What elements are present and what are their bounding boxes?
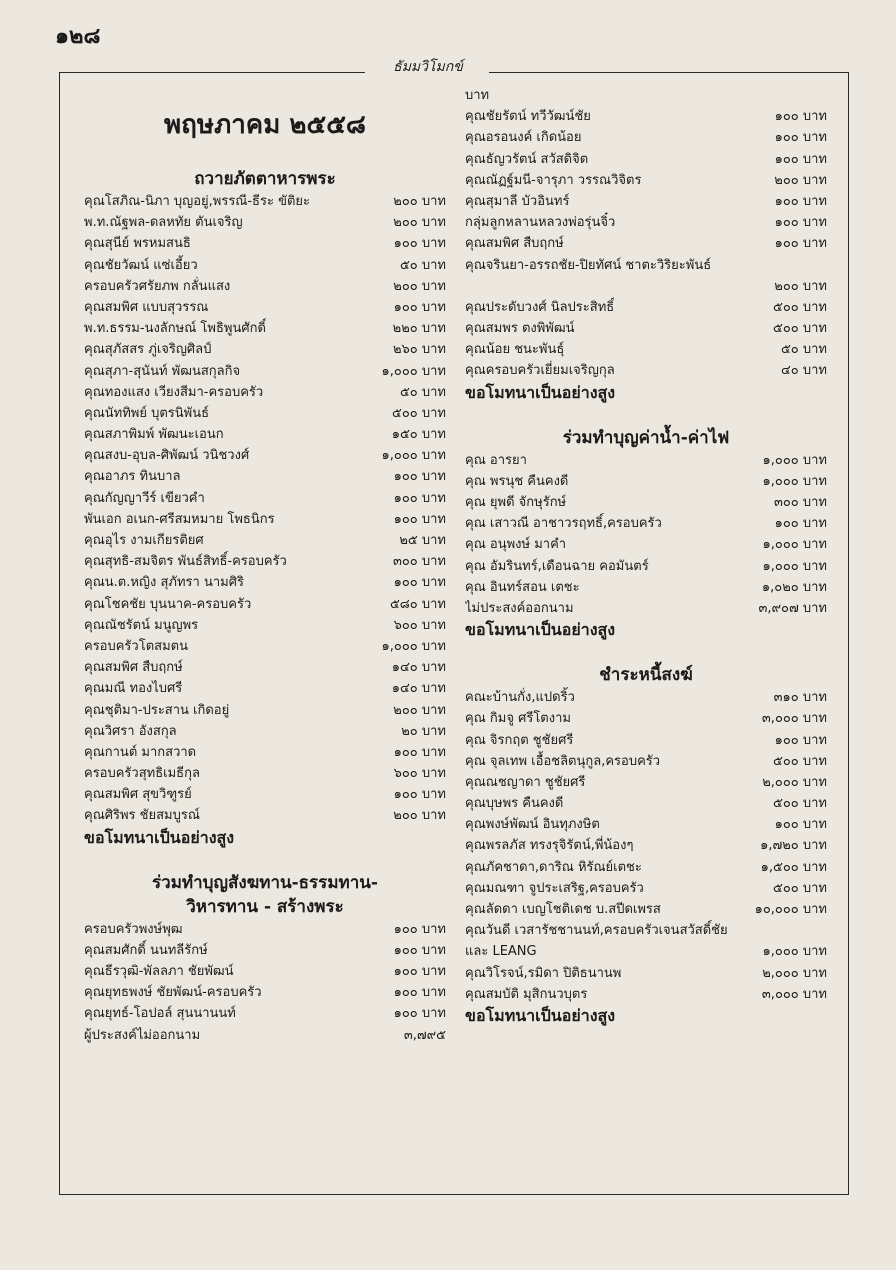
donation-amount: ๑๐๐ บาท	[774, 516, 827, 532]
list-item	[465, 318, 827, 339]
continuation-text: บาท	[465, 88, 490, 103]
donor-name: พ.ท.ณัฐพล-ดลหทัย ตันเจริญ	[84, 215, 243, 231]
list-item	[84, 424, 446, 445]
donor-name: คุณสุมาลี บัวอินทร์	[465, 193, 570, 209]
donation-amount: ๕๐๐ บาท	[773, 299, 827, 315]
donor-name: คุณกัญญาวีร์ เขียวคำ	[84, 490, 205, 506]
donation-amount: ๕๘๐ บาท	[389, 596, 446, 612]
donor-name: ผู้ประสงค์ไม่ออกนาม	[84, 1027, 201, 1043]
donation-amount: ๕๐๐ บาท	[773, 880, 827, 896]
donor-name: คุณอรอนงค์ เกิดน้อย	[465, 130, 582, 146]
donation-amount: ๑๐๐ บาท	[393, 787, 446, 803]
list-item	[465, 899, 827, 920]
donation-amount: ๓,๐๐๐ บาท	[761, 711, 827, 727]
donor-name: ครอบครัวสุทธิเมธีกุล	[84, 766, 200, 782]
donation-amount: ๑,๐๐๐ บาท	[381, 448, 446, 464]
donor-name: คุณประดับวงศ์ นิลประสิทธิ์	[465, 299, 615, 315]
donation-amount: ๑๐๐ บาท	[393, 469, 446, 485]
list-item	[465, 127, 827, 148]
section-heading-sangha-dhamma-line2: วิหารทาน - สร้างพระ	[186, 896, 344, 917]
list-item	[465, 360, 827, 381]
donation-amount: ๒๖๐ บาท	[392, 342, 446, 358]
list-item	[465, 471, 827, 492]
donation-amount: ๒,๐๐๐ บาท	[762, 774, 827, 790]
list-item	[84, 255, 446, 276]
donor-name: คุณกานต์ มากสวาด	[84, 744, 197, 760]
donor-name: คุณทองแสง เวียงสีมา-ครอบครัว	[84, 384, 264, 400]
donor-name: คุณ เสาวณี อาชาวรฤทธิ์,ครอบครัว	[465, 516, 662, 532]
donation-amount: ๑๐๐ บาท	[393, 511, 446, 527]
closing-thanks: ขอโมทนาเป็นอย่างสูง	[84, 827, 235, 847]
closing-thanks: ขอโมทนาเป็นอย่างสูง	[465, 1005, 616, 1025]
donor-name: คุณสุภัสสร ภู่เจริญศิลป์	[84, 342, 212, 358]
list-item	[465, 297, 827, 318]
spacer	[465, 641, 827, 663]
donation-list-food-offering-cont	[465, 106, 827, 254]
donor-name: คณะบ้านกั่ง,แปดริ้ว	[465, 690, 575, 706]
donation-amount: ๒๐๐ บาท	[393, 808, 446, 824]
list-item	[465, 730, 827, 751]
list-item	[84, 982, 446, 1003]
donation-amount: ๕๐๐ บาท	[392, 405, 446, 421]
donor-name: คุณลัดดา เบญโชติเดช บ.สปีดเพรส	[465, 902, 661, 917]
donation-amount: ๑๐๐ บาท	[774, 215, 827, 231]
list-item	[465, 170, 827, 191]
page-number: ๑๒๘	[55, 24, 101, 49]
donation-list-food-offering-cont2	[465, 297, 827, 382]
donation-amount: ๓,๙๐๗ บาท	[758, 600, 827, 616]
donation-amount: ๕๐ บาท	[399, 384, 446, 400]
donor-name: ไม่ประสงค์ออกนาม	[465, 600, 574, 616]
list-item	[84, 784, 446, 805]
donation-amount: ๖๐๐ บาท	[393, 766, 446, 782]
list-item	[84, 191, 446, 212]
donor-name: คุณวิโรจน์,รมิดา ปิติธนานพ	[465, 965, 622, 981]
spacer	[465, 404, 827, 426]
spacer	[84, 145, 446, 167]
list-item	[84, 742, 446, 763]
donor-name: คุณมณี ทองไบศรี	[84, 681, 183, 697]
month-heading: พฤษภาคม ๒๕๕๘	[164, 110, 366, 140]
donor-name: คุณชัยวัฒน์ แซ่เอี้ยว	[84, 257, 198, 273]
donor-name: ครอบครัวศรัยภพ กลั่นแสง	[84, 278, 231, 294]
donor-name: คุณโชคชัย บุนนาค-ครอบครัว	[84, 596, 252, 612]
donor-name: คุณ อนุพงษ์ มาคำ	[465, 537, 567, 553]
donor-name: คุณสมพิศ แบบสุวรรณ	[84, 299, 209, 315]
donor-name: คุณภัคชาดา,ดาริณ หิรัณย์เตชะ	[465, 859, 642, 875]
donation-amount: ๒,๐๐๐ บาท	[762, 965, 827, 981]
list-item	[465, 984, 827, 1005]
donation-amount: ๑๐๐ บาท	[774, 193, 827, 209]
donor-name: คุณน.ต.หญิง สุภัทรา นามศิริ	[84, 575, 244, 591]
list-item	[465, 963, 827, 984]
section-heading-sangha-debt: ชำระหนี้สงฆ์	[599, 665, 693, 686]
list-item	[465, 751, 827, 772]
list-item	[84, 1003, 446, 1024]
donor-name: พันเอก อเนก-ศรีสมหมาย โพธนิกร	[84, 511, 275, 527]
list-item	[84, 700, 446, 721]
donor-name: คุณสมพิศ สืบฤกษ์	[84, 660, 183, 676]
donation-amount: ๑๔๐ บาท	[391, 681, 446, 697]
donation-list-sangha-dhamma	[84, 919, 446, 1046]
donation-amount: ๑๐,๐๐๐ บาท	[754, 902, 827, 917]
list-item	[84, 1025, 446, 1046]
donation-list-sangha-debt-cont	[465, 963, 827, 1005]
donation-amount: ๒๐๐ บาท	[393, 215, 446, 231]
donor-name: คุณโสภิณ-นิภา บุญอยู่,พรรณี-ธีระ ขัติยะ	[84, 194, 311, 209]
right-column	[465, 85, 827, 1027]
list-item	[84, 636, 446, 657]
list-item	[465, 772, 827, 793]
donor-name: คุณสมพิศ สุขวิฑูรย์	[84, 787, 192, 803]
list-item	[465, 106, 827, 127]
journal-title: ธัมมวิโมกข์	[393, 59, 463, 75]
list-item	[465, 687, 827, 708]
list-item	[465, 149, 827, 170]
list-item	[84, 445, 446, 466]
donor-name: คุณน้อย ชนะพันธุ์	[465, 342, 565, 358]
list-item	[84, 919, 446, 940]
list-item	[84, 763, 446, 784]
list-item	[84, 721, 446, 742]
donation-amount: ๖๐๐ บาท	[393, 617, 446, 633]
list-item	[465, 492, 827, 513]
donation-amount: ๕๐๐ บาท	[773, 321, 827, 337]
donation-amount: ๒๐๐ บาท	[774, 278, 827, 294]
list-item	[465, 793, 827, 814]
list-item	[84, 297, 446, 318]
donation-list-water-electricity	[465, 450, 827, 620]
donation-amount: ๕๐๐ บาท	[773, 753, 827, 769]
list-item	[465, 556, 827, 577]
list-item	[465, 577, 827, 598]
donor-name: คุณชัยรัตน์ ทวีวัฒน์ชัย	[465, 109, 591, 125]
donation-amount: ๔๐ บาท	[780, 363, 827, 379]
list-item	[84, 961, 446, 982]
donation-list-sangha-debt	[465, 687, 827, 920]
list-item	[84, 361, 446, 382]
donation-amount: ๑,๐๐๐ บาท	[381, 363, 446, 379]
list-item	[84, 530, 446, 551]
donor-name: คุณ กิมจู ศรีโตงาม	[465, 711, 571, 727]
donor-name: คุณสุนีย์ พรหมสนธิ	[84, 236, 191, 252]
donation-amount: ๑๐๐ บาท	[393, 744, 446, 760]
list-item	[84, 678, 446, 699]
donation-amount: ๓๐๐ บาท	[773, 495, 827, 510]
list-item	[84, 382, 446, 403]
donation-amount: ๑๐๐ บาท	[774, 817, 827, 833]
list-item	[465, 878, 827, 899]
donor-name: คุณนัททิพย์ บุตรนิพันธ์	[84, 405, 210, 421]
donation-amount: ๑๐๐ บาท	[393, 236, 446, 252]
donation-amount: ๑๐๐ บาท	[774, 109, 827, 125]
donation-amount: ๑,๐๐๐ บาท	[762, 944, 827, 960]
donation-amount: ๑๐๐ บาท	[393, 299, 446, 315]
section-heading-sangha-dhamma-line1: ร่วมทำบุญสังฆทาน-ธรรมทาน-	[152, 872, 378, 893]
donor-name: คุณ จิรกฤต ชูชัยศรี	[465, 732, 574, 748]
list-item	[84, 233, 446, 254]
list-item	[465, 857, 827, 878]
list-item	[465, 814, 827, 835]
donor-name: คุณสุภา-สุนันท์ พัฒนสกุลกิจ	[84, 363, 241, 379]
donor-name: คุณมณฑา จูประเสริฐ,ครอบครัว	[465, 880, 644, 896]
donation-amount: ๑๐๐ บาท	[393, 942, 446, 958]
list-item	[84, 403, 446, 424]
list-item	[84, 276, 446, 297]
closing-thanks: ขอโมทนาเป็นอย่างสูง	[465, 382, 616, 402]
donation-amount: ๑๔๐ บาท	[391, 660, 446, 676]
list-item	[465, 450, 827, 471]
donation-amount: ๑๐๐ บาท	[774, 732, 827, 748]
list-item	[84, 805, 446, 826]
donation-amount: ๒๐๐ บาท	[393, 194, 446, 209]
donation-amount: ๒๐๐ บาท	[393, 278, 446, 294]
donation-amount: ๑,๗๒๐ บาท	[760, 838, 827, 854]
donation-amount: ๓๐๐ บาท	[392, 554, 446, 570]
donation-amount: ๑๐๐ บาท	[774, 236, 827, 252]
donor-name: พ.ท.ธรรม-นงลักษณ์ โพธิพูนศักดิ์	[84, 321, 266, 337]
donor-name: คุณอุไร งามเกียรติยศ	[84, 533, 204, 548]
list-item	[84, 488, 446, 509]
donor-name: คุณอาภร ทินบาล	[84, 469, 181, 485]
donor-name: คุณสมพิศ สืบฤกษ์	[465, 236, 564, 252]
donation-amount: ๒๐ บาท	[401, 723, 446, 739]
donor-name: คุณสมศักดิ์ นนทลีรักษ์	[84, 942, 208, 958]
list-item	[84, 339, 446, 360]
donation-amount: ๑๐๐ บาท	[393, 1006, 446, 1022]
donor-name: คุณยุทธพงษ์ ชัยพัฒน์-ครอบครัว	[84, 985, 262, 1001]
donor-name: คุณพงษ์พัฒน์ อินทุภงษิต	[465, 817, 600, 833]
donor-name: คุณ จุลเทพ เอื้อชลิตนุกูล,ครอบครัว	[465, 753, 661, 769]
donation-amount: ๕๐๐ บาท	[773, 796, 827, 812]
donation-amount: ๑,๐๐๐ บาท	[381, 638, 446, 654]
donor-name: คุณสภาพิมพ์ พัฒนะเอนก	[84, 427, 224, 443]
list-item	[84, 466, 446, 487]
list-item	[84, 212, 446, 233]
list-item-long-name: คุณวันดี เวสารัชชานนท์,ครอบครัวเจนสวัสดิ์ชัย	[465, 923, 728, 939]
list-item	[465, 339, 827, 360]
donation-amount: ๕๐ บาท	[780, 342, 827, 358]
donor-name: คุณ อินทร์สอน เตชะ	[465, 579, 580, 595]
list-item	[465, 598, 827, 619]
left-column	[84, 85, 446, 1046]
donor-name: คุณยุทธ์-โอปอล์ สุนนานนท์	[84, 1006, 236, 1022]
list-item	[465, 191, 827, 212]
donor-name: คุณวิศรา อังสกุล	[84, 723, 177, 739]
list-item	[465, 835, 827, 856]
donor-name: คุณสงบ-อุบล-ศิพัฒน์ วนิชวงศ์	[84, 448, 250, 464]
list-item	[465, 276, 827, 297]
donor-name: คุณณัชรัตน์ มนูญพร	[84, 617, 199, 633]
donor-name: และ LEANG	[465, 944, 537, 960]
list-item	[465, 708, 827, 729]
donor-name: คุณชุติมา-ประสาน เกิดอยู่	[84, 702, 230, 718]
donation-amount: ๑๐๐ บาท	[393, 921, 446, 937]
donation-amount: ๒๐๐ บาท	[393, 702, 446, 718]
list-item	[84, 509, 446, 530]
donor-name: คุณศิริพร ชัยสมบูรณ์	[84, 808, 200, 824]
donation-amount: ๓๑๐ บาท	[773, 690, 827, 706]
donation-amount: ๑,๐๐๐ บาท	[762, 558, 827, 574]
list-item	[465, 212, 827, 233]
donation-amount: ๑,๐๒๐ บาท	[761, 579, 827, 595]
list-item	[84, 657, 446, 678]
donation-amount: ๑,๐๐๐ บาท	[762, 473, 827, 489]
donor-name: คุณบุษพร คืนคงดี	[465, 796, 564, 812]
donation-amount: ๓,๐๐๐ บาท	[761, 986, 827, 1002]
donor-name: คุณสมพร ตงพิพัฒน์	[465, 321, 575, 337]
section-heading-water-electricity: ร่วมทำบุญค่าน้ำ-ค่าไฟ	[562, 427, 730, 448]
list-item	[465, 233, 827, 254]
donation-amount: ๑๐๐ บาท	[393, 964, 446, 979]
donation-amount: ๑๐๐ บาท	[774, 151, 827, 167]
donation-amount: ๑๕๐ บาท	[391, 427, 446, 443]
list-item	[465, 513, 827, 534]
donor-name: คุณพรลภัส ทรงรุจิรัตน์,พี่น้องๆ	[465, 838, 634, 854]
list-item	[84, 940, 446, 961]
spacer	[84, 849, 446, 871]
donor-name: กลุ่มลูกหลานหลวงพ่อรุ่นจิ๋ว	[465, 215, 616, 231]
donor-name: ครอบครัวพงษ์พุฒ	[84, 921, 183, 937]
donation-amount: ๑,๐๐๐ บาท	[762, 452, 827, 468]
donation-amount: ๑๐๐ บาท	[393, 490, 446, 506]
donor-name: คุณณัฏฐ์มนี-จารุภา วรรณวิจิตร	[465, 172, 642, 188]
donor-name: คุณ พรนุช คืนคงดี	[465, 473, 569, 489]
donor-name: คุณสมบัติ มุสิกนวบุตร	[465, 986, 588, 1002]
donation-amount: ๑,๕๐๐ บาท	[760, 859, 827, 875]
donor-name: คุณ อัมรินทร์,เดือนฉาย คอมันตร์	[465, 558, 649, 574]
list-item	[84, 594, 446, 615]
list-item	[84, 318, 446, 339]
closing-thanks: ขอโมทนาเป็นอย่างสูง	[465, 620, 616, 640]
donor-name: คุณสุทธิ-สมจิตร พันธ์สิทธิ์-ครอบครัว	[84, 554, 287, 570]
list-item-long-name: คุณจรินยา-อรรถชัย-ปิยทัศน์ ชาตะวิริยะพันธ์	[465, 257, 712, 273]
donation-amount: ๒๒๐ บาท	[392, 321, 446, 337]
donor-name: คุณ ยุพดี จักษุรักษ์	[465, 495, 567, 510]
donation-amount: ๕๐ บาท	[399, 257, 446, 273]
list-item	[84, 572, 446, 593]
donation-amount: ๑๐๐ บาท	[393, 575, 446, 591]
list-item	[84, 551, 446, 572]
donor-name: คุณ อารยา	[465, 452, 527, 468]
donation-amount: ๓,๗๙๕	[403, 1027, 446, 1043]
donor-name: คุณณชญาดา ชูชัยศรี	[465, 774, 586, 790]
donor-name: ครอบครัวโตสมตน	[84, 638, 188, 654]
donor-name: คุณธัญวรัตน์ สวัสดิจิต	[465, 151, 589, 167]
donation-amount: ๑,๐๐๐ บาท	[762, 537, 827, 553]
list-item	[465, 941, 827, 962]
donation-amount: ๑๐๐ บาท	[774, 130, 827, 146]
section-heading-food-offering: ถวายภัตตาหารพระ	[194, 169, 336, 189]
donation-amount: ๒๕ บาท	[399, 533, 446, 548]
donation-amount: ๒๐๐ บาท	[774, 172, 827, 188]
list-item	[84, 615, 446, 636]
donor-name: คุณธีรวุฒิ-พัลลภา ชัยพัฒน์	[84, 964, 234, 979]
donor-name: คุณครอบครัวเยี่ยมเจริญกุล	[465, 363, 615, 379]
list-item	[465, 534, 827, 555]
donation-list-food-offering	[84, 191, 446, 827]
donation-amount: ๑๐๐ บาท	[393, 985, 446, 1001]
